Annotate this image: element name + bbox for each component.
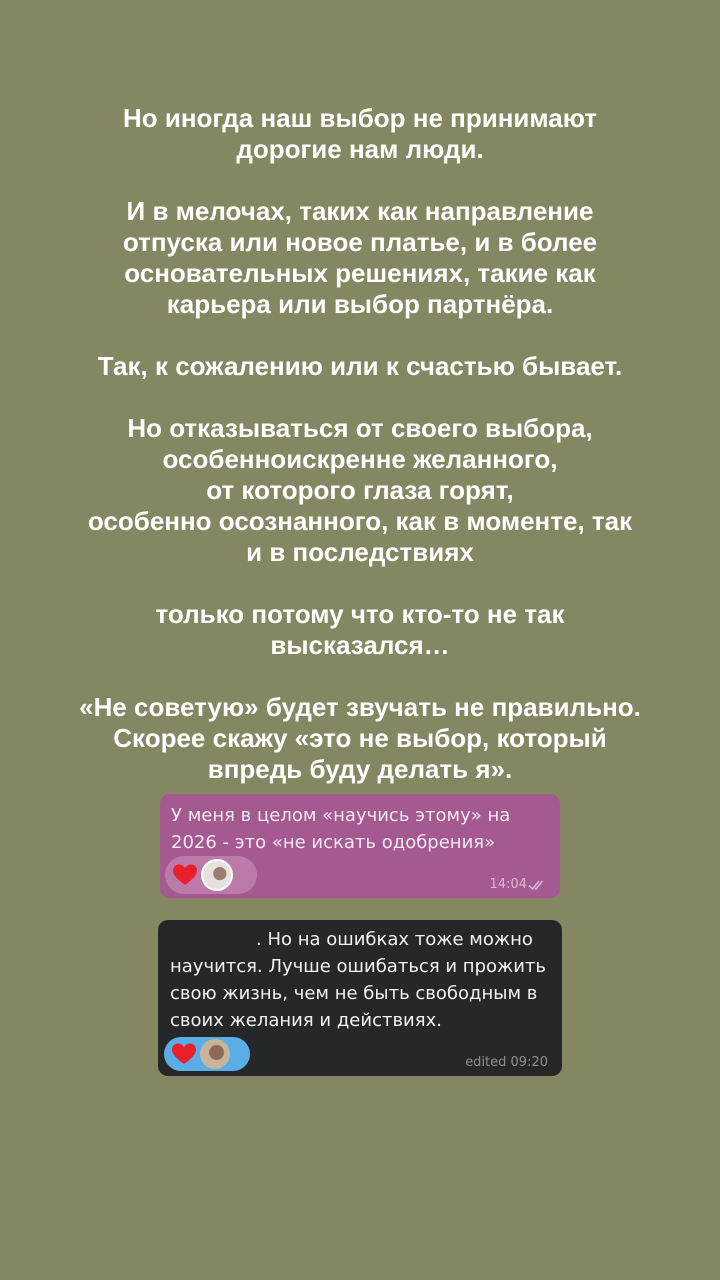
story-line: карьера или выбор партнёра.	[166, 289, 554, 319]
story-line: особенноискренне желанного,	[162, 444, 558, 474]
story-line: основательных решениях, такие как	[124, 258, 596, 288]
avatar	[200, 1039, 230, 1069]
story-line: от которого глаза горят,	[206, 475, 514, 505]
story-line: отпуска или новое платье, и в более	[122, 227, 598, 257]
message-line: научится. Лучше ошибаться и прожить	[170, 956, 547, 977]
message-time: edited 09:20	[465, 1055, 548, 1070]
double-check-icon	[528, 879, 548, 891]
message-meta	[490, 877, 548, 892]
story-text	[40, 103, 680, 816]
message-time: 14:04	[489, 877, 527, 892]
story-paragraph-6	[40, 692, 680, 785]
redacted-name	[170, 929, 256, 947]
message-line: У меня в целом «научись этому» на	[171, 805, 511, 826]
story-line: впредь буду делать я».	[207, 754, 513, 784]
message-line	[170, 926, 552, 953]
heart-icon	[172, 1043, 196, 1065]
message-bubble-own[interactable]	[160, 794, 560, 898]
message-line: свою жизнь, чем не быть свободным в	[170, 983, 538, 1004]
message-meta	[465, 1055, 548, 1070]
message-line-text: . Но на ошибках тоже можно	[256, 929, 533, 950]
story-paragraph-3	[40, 351, 680, 382]
story-line: Но иногда наш выбор не принимают	[122, 103, 598, 133]
reaction-pill[interactable]	[164, 1037, 250, 1071]
story-line: и в последствиях	[246, 537, 474, 567]
story-line: И в мелочах, таких как направление	[126, 196, 594, 226]
story-line: «Не советую» будет звучать не правильно.	[79, 692, 641, 722]
story-line: Но отказываться от своего выбора,	[127, 413, 593, 443]
avatar	[201, 859, 233, 891]
heart-icon	[173, 864, 197, 886]
story-line: высказался…	[270, 630, 450, 660]
message-bubble-incoming[interactable]	[158, 920, 562, 1076]
story-paragraph-4	[40, 413, 680, 568]
story-paragraph-1	[40, 103, 680, 165]
message-line: своих желания и действиях.	[170, 1010, 442, 1031]
story-line: только потому что кто-то не так	[155, 599, 565, 629]
story-line: Скорее скажу «это не выбор, который	[113, 723, 607, 753]
story-line: Так, к сожалению или к счастью бывает.	[97, 351, 623, 381]
story-line: дорогие нам люди.	[236, 134, 484, 164]
reaction-pill[interactable]	[165, 856, 257, 894]
message-line: 2026 - это «не искать одобрения»	[171, 832, 496, 853]
message-text	[171, 802, 550, 856]
message-text	[170, 926, 552, 1034]
story-line: особенно осознанного, как в моменте, так	[87, 506, 633, 536]
story-paragraph-2	[40, 196, 680, 320]
story-paragraph-5	[40, 599, 680, 661]
